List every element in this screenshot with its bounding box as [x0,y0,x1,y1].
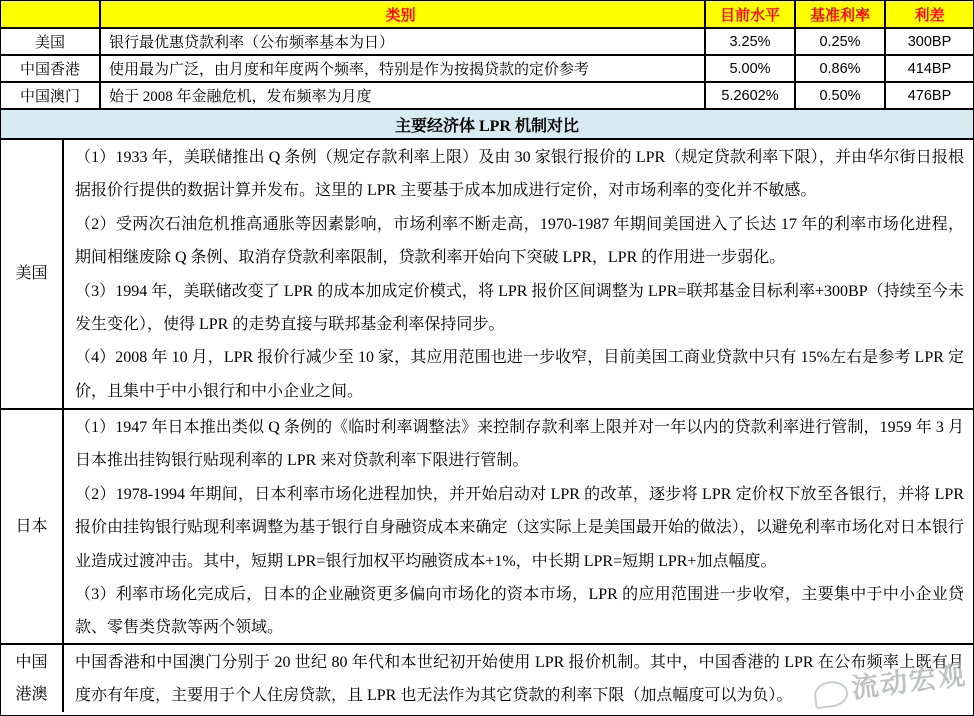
paragraph: （2）受两次石油危机推高通胀等因素影响，市场利率不断走高，1970-1987 年期间美国进入了长达 17 年的利率市场化进程，期间相继废除 Q 条例、取消存贷款利率限制，贷款利率开始向下突破 LPR，LPR 的作用进一步弱化。 [75,215,964,267]
current-level-cell: 5.2602% [706,83,796,108]
section-region-label [1,645,64,712]
section-body [64,140,973,408]
spread-cell: 476BP [907,87,952,104]
section-region-label [1,140,64,408]
paragraph: 中国香港和中国澳门分别于 20 世纪 80 年代和本世纪初开始使用 LPR 报价机制。其中，中国香港的 LPR 在公布频率上既有月度亦有年度，主要用于个人住房贷款，且 LPR 也无法作为其它贷款的利率下限（加点幅度可以为负）。 [75,654,964,704]
comparison-section-hk-macau [1,645,973,712]
paragraph: （3）1994 年，美联储改变了 LPR 的成本加成定价模式，将 LPR 报价区间调整为 LPR=联邦基金目标利率+300BP（持续至今未发生变化），使得 LPR 的走势直接与联邦基金利率保持同步。 [75,282,964,334]
current-level-cell: 3.25% [706,29,796,54]
current-level-cell: 5.00% [706,56,796,81]
section-title-band: 主要经济体 LPR 机制对比 [1,110,973,140]
section-body [64,645,973,712]
spread-cell: 414BP [907,60,952,77]
comparison-section-usa [1,140,973,410]
paragraph: （1）1947 年日本推出类似 Q 条例的《临时利率调整法》来控制存款利率上限并对一年以内的贷款利率进行管制，1959 年 3 月日本推出挂钩银行贴现利率的 LPR 来对贷款利率下限进行管制。 [75,419,964,470]
region-cell: 中国澳门 [1,83,101,108]
header-cell-current-level: 目前水平 [706,1,796,27]
category-cell: 银行最优惠贷款利率（公布频率基本为日） [101,29,706,54]
header-cell-benchmark-rate: 基准利率 [796,1,886,27]
header-cell-region [1,1,101,27]
spread-cell: 300BP [907,33,952,50]
table-row-usa [1,29,973,56]
region-cell: 美国 [1,29,101,54]
paragraph: （3）利率市场化完成后，日本的企业融资更多偏向市场化的资本市场，LPR 的应用范围进一步收窄，主要集中于中小企业贷款、零售类贷款等两个领域。 [75,586,964,637]
rates-table-header-row [1,1,973,29]
rates-table [1,1,973,110]
paragraph: （2）1978-1994 年期间，日本利率市场化进程加快，并开始启动对 LPR 的改革，逐步将 LPR 定价权下放至各银行，并将 LPR 报价由挂钩银行贴现利率调整为基于银行自身融资成本来确定（这实际上是美国最开始的做法），以避免利率市场化对日本银行业造成过渡冲击。其中，短期 LPR=银行加权平均融资成本+1%，中长期 LPR=短期 LPR+加点幅度。 [75,485,964,570]
benchmark-rate-cell: 0.25% [796,29,886,54]
region-label-text: 美国 [15,265,48,282]
table-row-macau [1,83,973,110]
table-row-hongkong [1,56,973,83]
benchmark-rate-cell: 0.86% [796,56,886,81]
paragraph: （1）1933 年，美联储推出 Q 条例（规定存款利率上限）及由 30 家银行报价的 LPR（规定贷款利率下限），并由华尔街日报根据报价行提供的数据计算并发布。这里的 LPR 主要基于成本加成进行定价，对市场利率的变化并不敏感。 [75,149,964,200]
paragraph: （4）2008 年 10 月，LPR 报价行减少至 10 家，其应用范围也进一步收窄，目前美国工商业贷款中只有 15%左右是参考 LPR 定价，且集中于中小银行和中小企业之间。 [75,349,964,400]
region-label-text: 日本 [15,517,48,535]
header-cell-spread: 利差 [914,7,945,24]
section-region-label [1,410,64,643]
benchmark-rate-cell: 0.50% [796,83,886,108]
comparison-table [1,140,973,712]
header-cell-category: 类别 [101,1,706,27]
category-cell: 始于 2008 年金融危机，发布频率为月度 [101,83,706,108]
region-cell: 中国香港 [1,56,101,81]
comparison-section-japan [1,410,973,645]
region-label-text: 中国港澳 [15,653,48,703]
category-cell: 使用最为广泛，由月度和年度两个频率，特别是作为按揭贷款的定价参考 [101,56,706,81]
watermark-text: 流动宏观 [849,659,969,704]
section-body [64,410,973,643]
